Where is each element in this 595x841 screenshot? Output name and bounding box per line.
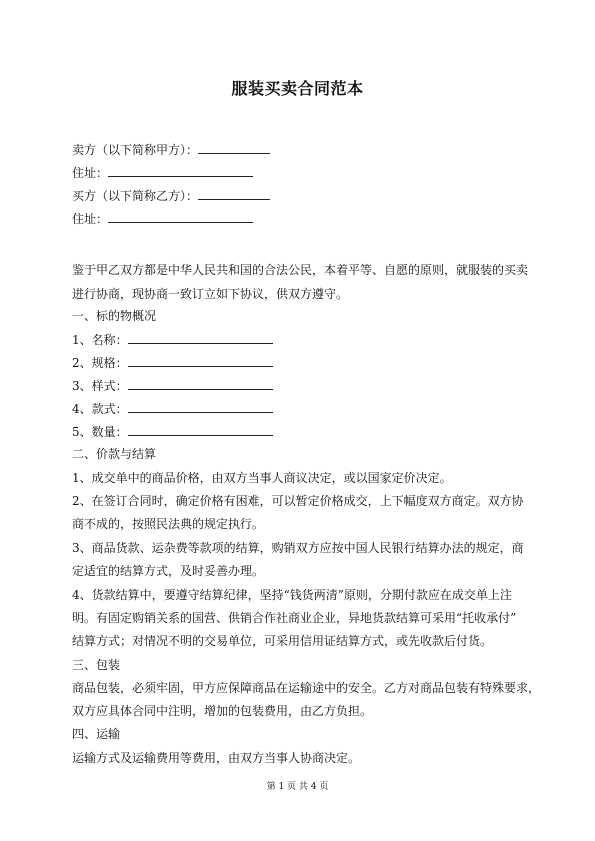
section2-line-7: 明。有固定购销关系的国营、供销合作社商业企业，异地货款结算可采用“托收承付”: [72, 611, 517, 625]
item-spec-blank[interactable]: [128, 354, 273, 367]
buyer-line: [72, 187, 270, 204]
item-name-line: [72, 331, 273, 348]
section2-line-2: 2、在签订合同时，确定价格有困难，可以暂定价格成交，上下幅度双方商定。双方协: [72, 494, 524, 508]
item-name-label: 1、名称：: [72, 333, 128, 347]
seller-address-label: 住址：: [72, 166, 109, 180]
item-quantity-blank[interactable]: [128, 423, 273, 436]
section2-line-5: 定适宜的结算方式，及时妥善办理。: [72, 564, 265, 578]
buyer-blank[interactable]: [198, 187, 270, 200]
item-model-label: 4、款式：: [72, 402, 128, 416]
item-model-line: [72, 400, 273, 417]
section3-line-2: 双方应具体合同中注明，增加的包装费用，由乙方负担。: [72, 704, 373, 718]
section2-line-6: 4、货款结算中，要遵守结算纪律，坚持“钱货两清”原则，分期付款应在成交单上注: [72, 588, 512, 602]
item-style-label: 3、样式：: [72, 379, 128, 393]
seller-blank[interactable]: [198, 141, 270, 154]
buyer-address-blank[interactable]: [108, 210, 253, 223]
seller-label: 卖方（以下简称甲方）：: [72, 143, 199, 157]
item-name-blank[interactable]: [128, 331, 273, 344]
document-title: 服装买卖合同范本: [231, 79, 364, 98]
buyer-address-label: 住址：: [72, 212, 109, 226]
item-quantity-line: [72, 423, 273, 440]
seller-line: [72, 141, 270, 158]
section2-line-4: 3、商品货款、运杂费等款项的结算，购销双方应按中国人民银行结算办法的规定，商: [72, 541, 524, 555]
section2-line-8: 结算方式；对情况不明的交易单位，可采用信用证结算方式，或先收款后付货。: [72, 634, 493, 648]
section4-heading: 四、运输: [72, 727, 121, 741]
item-quantity-label: 5、数量：: [72, 425, 128, 439]
section3-line-1: 商品包装，必须牢固，甲方应保障商品在运输途中的安全。乙方对商品包装有特殊要求，: [72, 681, 541, 695]
seller-address-blank[interactable]: [108, 164, 253, 177]
buyer-label: 买方（以下简称乙方）：: [72, 189, 199, 203]
item-style-blank[interactable]: [128, 377, 273, 390]
intro-line-2: 进行协商，现协商一致订立如下协议，供双方遵守。: [72, 287, 349, 301]
section4-line-1: 运输方式及运输费用等费用，由双方当事人协商决定。: [72, 751, 361, 765]
item-model-blank[interactable]: [128, 400, 273, 413]
section2-line-3: 商不成的，按照民法典的规定执行。: [72, 517, 265, 531]
buyer-address-line: [72, 210, 253, 227]
page-footer: 第 1 页 共 4 页: [266, 782, 329, 792]
item-spec-label: 2、规格：: [72, 356, 128, 370]
section2-heading: 二、价款与结算: [72, 447, 157, 461]
seller-address-line: [72, 164, 253, 181]
item-style-line: [72, 377, 273, 394]
item-spec-line: [72, 354, 273, 371]
section3-heading: 三、包装: [72, 658, 121, 672]
intro-line-1: 鉴于甲乙双方都是中华人民共和国的合法公民，本着平等、自愿的原则，就服装的买卖: [72, 263, 529, 277]
section2-line-1: 1、成交单中的商品价格，由双方当事人商议决定，或以国家定价决定。: [72, 471, 452, 485]
section1-heading: 一、标的物概况: [72, 309, 157, 323]
